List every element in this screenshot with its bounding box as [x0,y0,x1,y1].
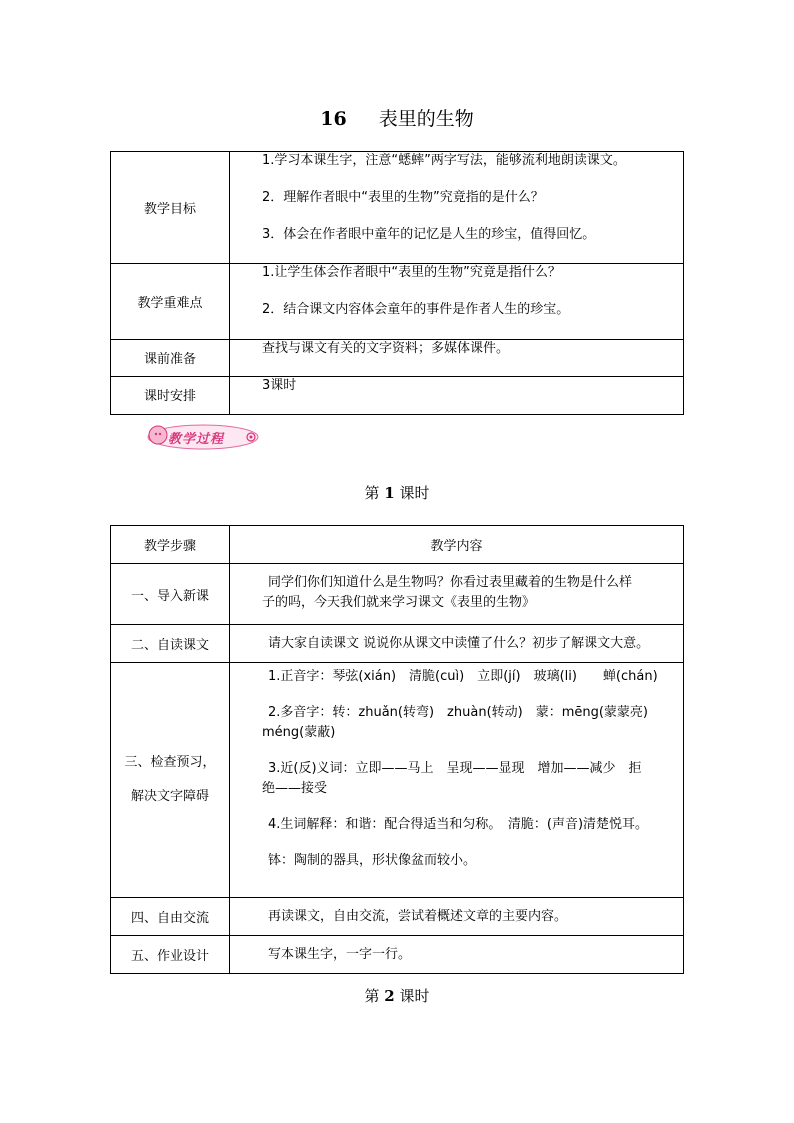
table-row [111,936,684,974]
row-content [230,152,684,264]
session-heading-1 [0,482,794,503]
row-label [111,663,230,898]
key-point-line: 2．结合课文内容体会童年的事件是作者人生的珍宝。 [262,302,570,317]
row-label: 四、自由交流 [111,898,230,936]
session-suffix: 课时 [399,987,430,1005]
table-row [111,264,684,340]
goal-line: 1.学习本课生字，注意“蟋蟀”两字写法，能够流利地朗读课文。 [262,153,626,168]
session-prefix: 第 [364,987,380,1005]
teaching-process-badge [146,423,260,451]
lesson-title [0,104,794,131]
row-content [230,625,684,663]
prep-line: 查找与课文有关的文字资料；多媒体课件。 [262,341,510,356]
row-content [230,264,684,340]
table-row [111,625,684,663]
row-label: 一、导入新课 [111,564,230,625]
content-line: 钵：陶制的器具，形状像盆而较小。 [268,853,477,868]
lesson-name: 表里的生物 [378,108,474,130]
goal-line: 2．理解作者眼中“表里的生物”究竟指的是什么？ [262,190,544,205]
session-number: 2 [384,987,395,1005]
lesson-steps-table [110,525,684,974]
key-point-line: 1.让学生体会作者眼中“表里的生物”究竟是指什么？ [262,265,561,280]
session-heading-2 [0,985,794,1006]
row-content [230,936,684,974]
session-number: 1 [384,484,395,502]
table-row [111,377,684,415]
content-line: 请大家自读课文 说说你从课文中读懂了什么？初步了解课文大意。 [268,635,650,651]
badge-label: 教学过程 [168,432,225,447]
table-row [111,898,684,936]
content-line: 3.近(反)义词：立即——马上 呈现——显现 增加——减少 拒 [268,761,642,776]
content-line: 子的吗，今天我们就来学习课文《表里的生物》 [262,595,536,610]
row-label: 教学重难点 [111,264,230,340]
row-content [230,377,684,415]
session-suffix: 课时 [399,484,430,502]
row-content [230,663,684,898]
row-content [230,564,684,625]
lesson-number: 16 [320,108,347,130]
table-row [111,340,684,377]
session-prefix: 第 [364,484,380,502]
table-row [111,564,684,625]
goal-line: 3．体会在作者眼中童年的记忆是人生的珍宝，值得回忆。 [262,227,596,242]
row-label: 课时安排 [111,377,230,415]
content-line: 同学们你们知道什么是生物吗？你看过表里藏着的生物是什么样 [268,575,633,590]
header-steps: 教学步骤 [111,526,230,564]
table-row [111,663,684,898]
content-line: 再读课文，自由交流，尝试着概述文章的主要内容。 [268,908,568,924]
row-label: 二、自读课文 [111,625,230,663]
row-label-line: 三、检查预习， [124,755,216,770]
header-content: 教学内容 [230,526,684,564]
content-line: 写本课生字，一字一行。 [268,946,412,962]
overview-table [110,151,684,415]
content-line: 2.多音字：转：zhuǎn(转弯) zhuàn(转动) 蒙：mēng(蒙蒙亮) [268,705,649,720]
row-label: 教学目标 [111,152,230,264]
table-row [111,152,684,264]
row-content [230,340,684,377]
row-label: 课前准备 [111,340,230,377]
row-label: 五、作业设计 [111,936,230,974]
table-header-row [111,526,684,564]
content-line: 1.正音字：琴弦(xián) 清脆(cuì) 立即(jí) 玻璃(li) 蝉(chán) [268,669,658,684]
content-line: méng(蒙蔽) [262,725,336,740]
row-content [230,898,684,936]
row-label-line: 解决文字障碍 [130,789,209,804]
content-line: 4.生词解释：和谐：配合得适当和匀称。 清脆：(声音)清楚悦耳。 [268,817,649,832]
schedule-line: 3课时 [262,378,297,393]
content-line: 绝——接受 [262,781,328,796]
